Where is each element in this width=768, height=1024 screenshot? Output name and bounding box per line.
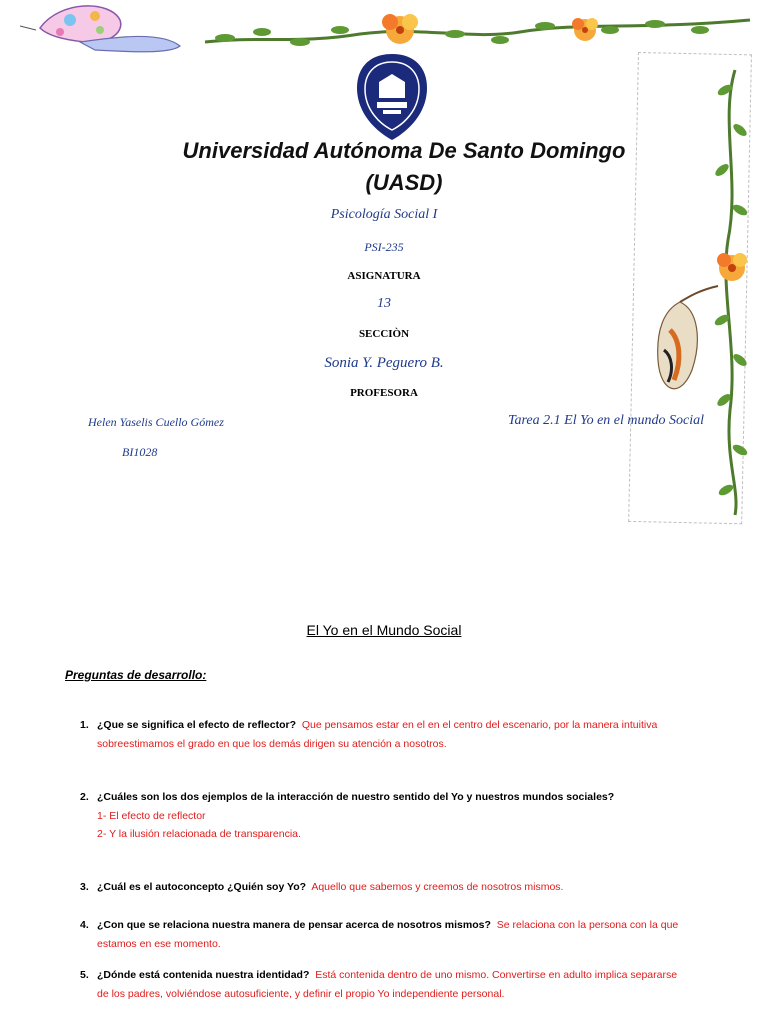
professor-label: PROFESORA — [350, 387, 418, 399]
flower-icon — [572, 18, 598, 41]
section-number: 13 — [377, 296, 391, 311]
question-text: ¿Con que se relaciona nuestra manera de pensar acerca de nosotros mismos? — [97, 919, 491, 931]
university-acronym: (UASD) — [365, 170, 443, 195]
list-item — [80, 966, 720, 1004]
answer-item: 2- Y la ilusión relacionada de transparencia. — [97, 828, 301, 840]
flower-icon — [717, 253, 747, 281]
question-number: 5. — [80, 969, 89, 981]
question-text: ¿Cuáles son los dos ejemplos de la interacción de nuestro sentido del Yo y nuestros mundos sociales? — [97, 791, 615, 803]
student-name: Helen Yaselis Cuello Gómez — [88, 415, 224, 429]
question-text: ¿Cuál es el autoconcepto ¿Quién soy Yo? — [97, 881, 307, 893]
university-name: Universidad Autónoma De Santo Domingo — [182, 138, 626, 163]
list-item — [80, 716, 720, 754]
university-seal-icon — [355, 52, 429, 142]
answer-text: Se relaciona con la persona con la que — [496, 919, 679, 931]
side-vine-icon — [640, 60, 750, 520]
assignment-title: Tarea 2.1 El Yo en el mundo Social — [508, 413, 705, 428]
flower-icon — [382, 14, 418, 44]
answer-text: Que pensamos estar en el en el centro del escenario, por la manera intuitiva — [301, 719, 658, 731]
answer-text: Aquello que sabemos y creemos de nosotros mismos. — [311, 881, 564, 893]
question-number: 3. — [80, 881, 89, 893]
answer-text-cont: sobreestimamos el grado en que los demás dirigen su atención a nosotros. — [97, 738, 447, 750]
chrysalis-icon — [658, 286, 718, 389]
butterfly-icon — [20, 6, 180, 52]
top-flower-vine-icon — [0, 0, 768, 60]
answer-item: 1- El efecto de reflector — [97, 810, 206, 822]
answer-text: Está contenida dentro de uno mismo. Convertirse en adulto implica separarse — [315, 969, 678, 981]
list-item — [80, 916, 720, 954]
subject-label: ASIGNATURA — [347, 270, 421, 282]
professor-name: Sonia Y. Peguero B. — [324, 355, 444, 371]
question-text: ¿Que se significa el efecto de reflector? — [97, 719, 296, 731]
questions-subheading: Preguntas de desarrollo: — [65, 668, 207, 682]
answer-text-cont: estamos en ese momento. — [97, 938, 221, 950]
list-item — [80, 878, 720, 897]
subject-name: Psicología Social I — [330, 207, 438, 222]
student-id: BI1028 — [122, 445, 158, 459]
question-number: 2. — [80, 791, 89, 803]
question-number: 4. — [80, 919, 89, 931]
section-label: SECCIÒN — [358, 328, 410, 340]
section-title: El Yo en el Mundo Social — [306, 622, 462, 638]
question-text: ¿Dónde está contenida nuestra identidad? — [97, 969, 310, 981]
list-item — [80, 788, 720, 843]
subject-code: PSI-235 — [364, 240, 404, 254]
question-number: 1. — [80, 719, 89, 731]
answer-text-cont: de los padres, volviéndose autosuficiente, y definir el propio Yo independiente personal. — [97, 988, 505, 1000]
